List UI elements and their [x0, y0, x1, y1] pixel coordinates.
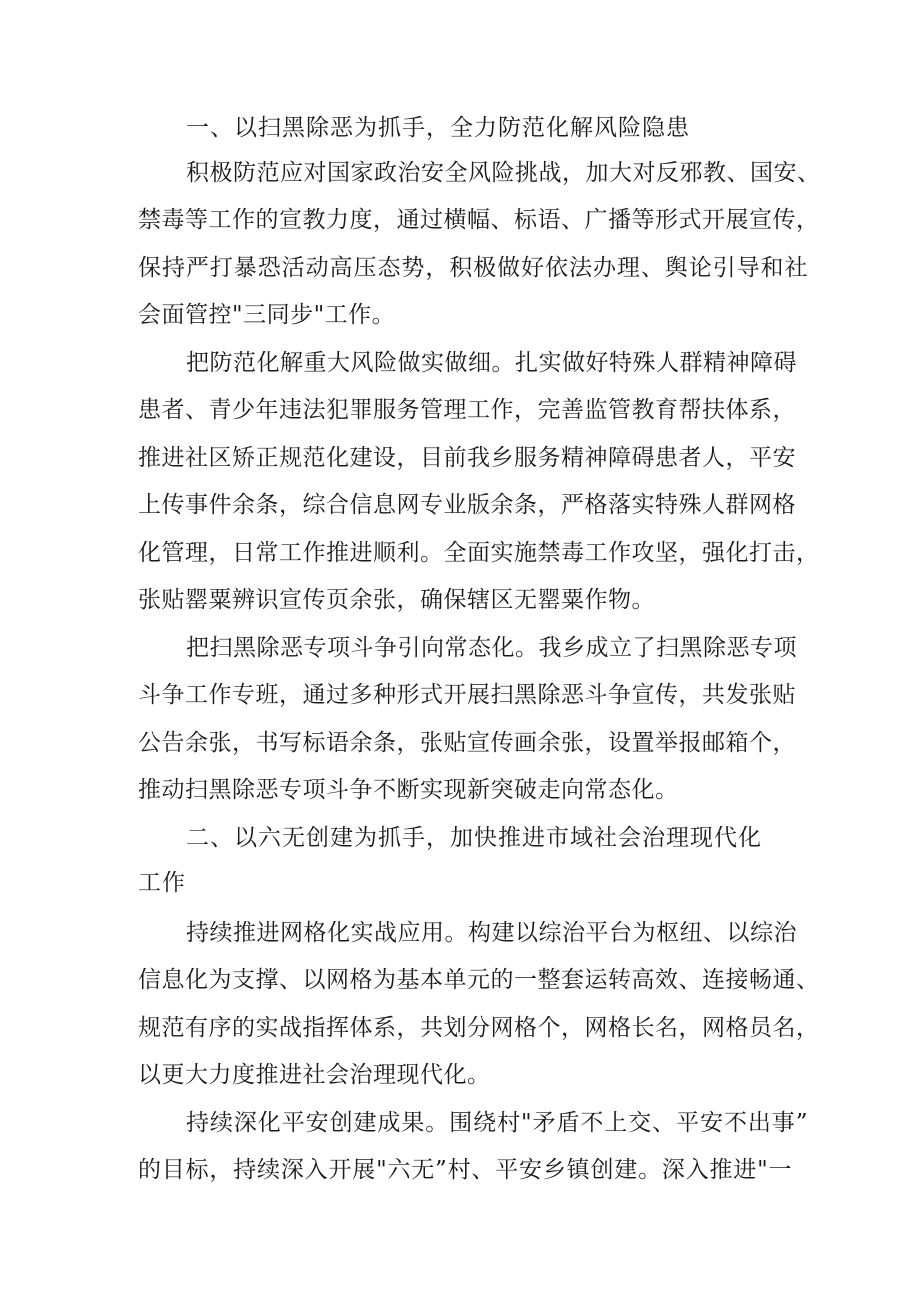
paragraph-line: 推动扫黑除恶专项斗争不断实现新突破走向常态化。 [138, 777, 679, 803]
paragraph-line: 公告余张，书写标语余条，张贴宣传画余张，设置举报邮箱个， [138, 730, 796, 756]
paragraph-line: 持续推进网格化实战应用。构建以综治平台为枢纽、以综治 [186, 920, 797, 946]
paragraph-line: 斗争工作专班，通过多种形式开展扫黑除恶斗争宣传，共发张贴 [138, 682, 796, 708]
paragraph-line: 张贴罂粟辨识宣传页余张，确保辖区无罂粟作物。 [138, 587, 655, 613]
paragraph-line: 上传事件余条，综合信息网专业版余条，严格落实特殊人群网格 [138, 492, 796, 518]
paragraph-line: 推进社区矫正规范化建设，目前我乡服务精神障碍患者人，平安 [138, 445, 796, 471]
section-heading-1: 一、以扫黑除恶为抓手，全力防范化解风险隐患 [186, 115, 690, 141]
paragraph-line: 把防范化解重大风险做实做细。扎实做好特殊人群精神障碍 [186, 350, 797, 376]
paragraph-line: 会面管控"三同步"工作。 [138, 302, 396, 328]
paragraph-line: 规范有序的实战指挥体系，共划分网格个，网格长名，网格员名， [138, 1015, 820, 1041]
paragraph-line: 持续深化平安创建成果。围绕村"矛盾不上交、平安不出事” [186, 1110, 808, 1136]
section-heading-2: 二、以六无创建为抓手，加快推进市域社会治理现代化 [186, 825, 762, 851]
paragraph-line: 患者、青少年违法犯罪服务管理工作，完善监管教育帮扶体系， [138, 397, 796, 423]
paragraph-line: 积极防范应对国家政治安全风险挑战，加大对反邪教、国安、 [186, 160, 821, 186]
paragraph-line: 的目标，持续深入开展"六无”村、平安乡镇创建。深入推进"一 [138, 1157, 792, 1183]
paragraph-line: 保持严打暴恐活动高压态势，积极做好依法办理、舆论引导和社 [138, 255, 808, 281]
paragraph-line: 禁毒等工作的宣教力度，通过横幅、标语、广播等形式开展宣传， [138, 207, 820, 233]
paragraph-line: 以更大力度推进社会治理现代化。 [138, 1062, 491, 1088]
paragraph-line: 信息化为支撑、以网格为基本单元的一整套运转高效、连接畅通、 [138, 967, 820, 993]
section-heading-2-continuation: 工作 [138, 870, 186, 896]
paragraph-line: 化管理，日常工作推进顺利。全面实施禁毒工作攻坚，强化打击， [138, 540, 820, 566]
paragraph-line: 把扫黑除恶专项斗争引向常态化。我乡成立了扫黑除恶专项 [186, 635, 797, 661]
